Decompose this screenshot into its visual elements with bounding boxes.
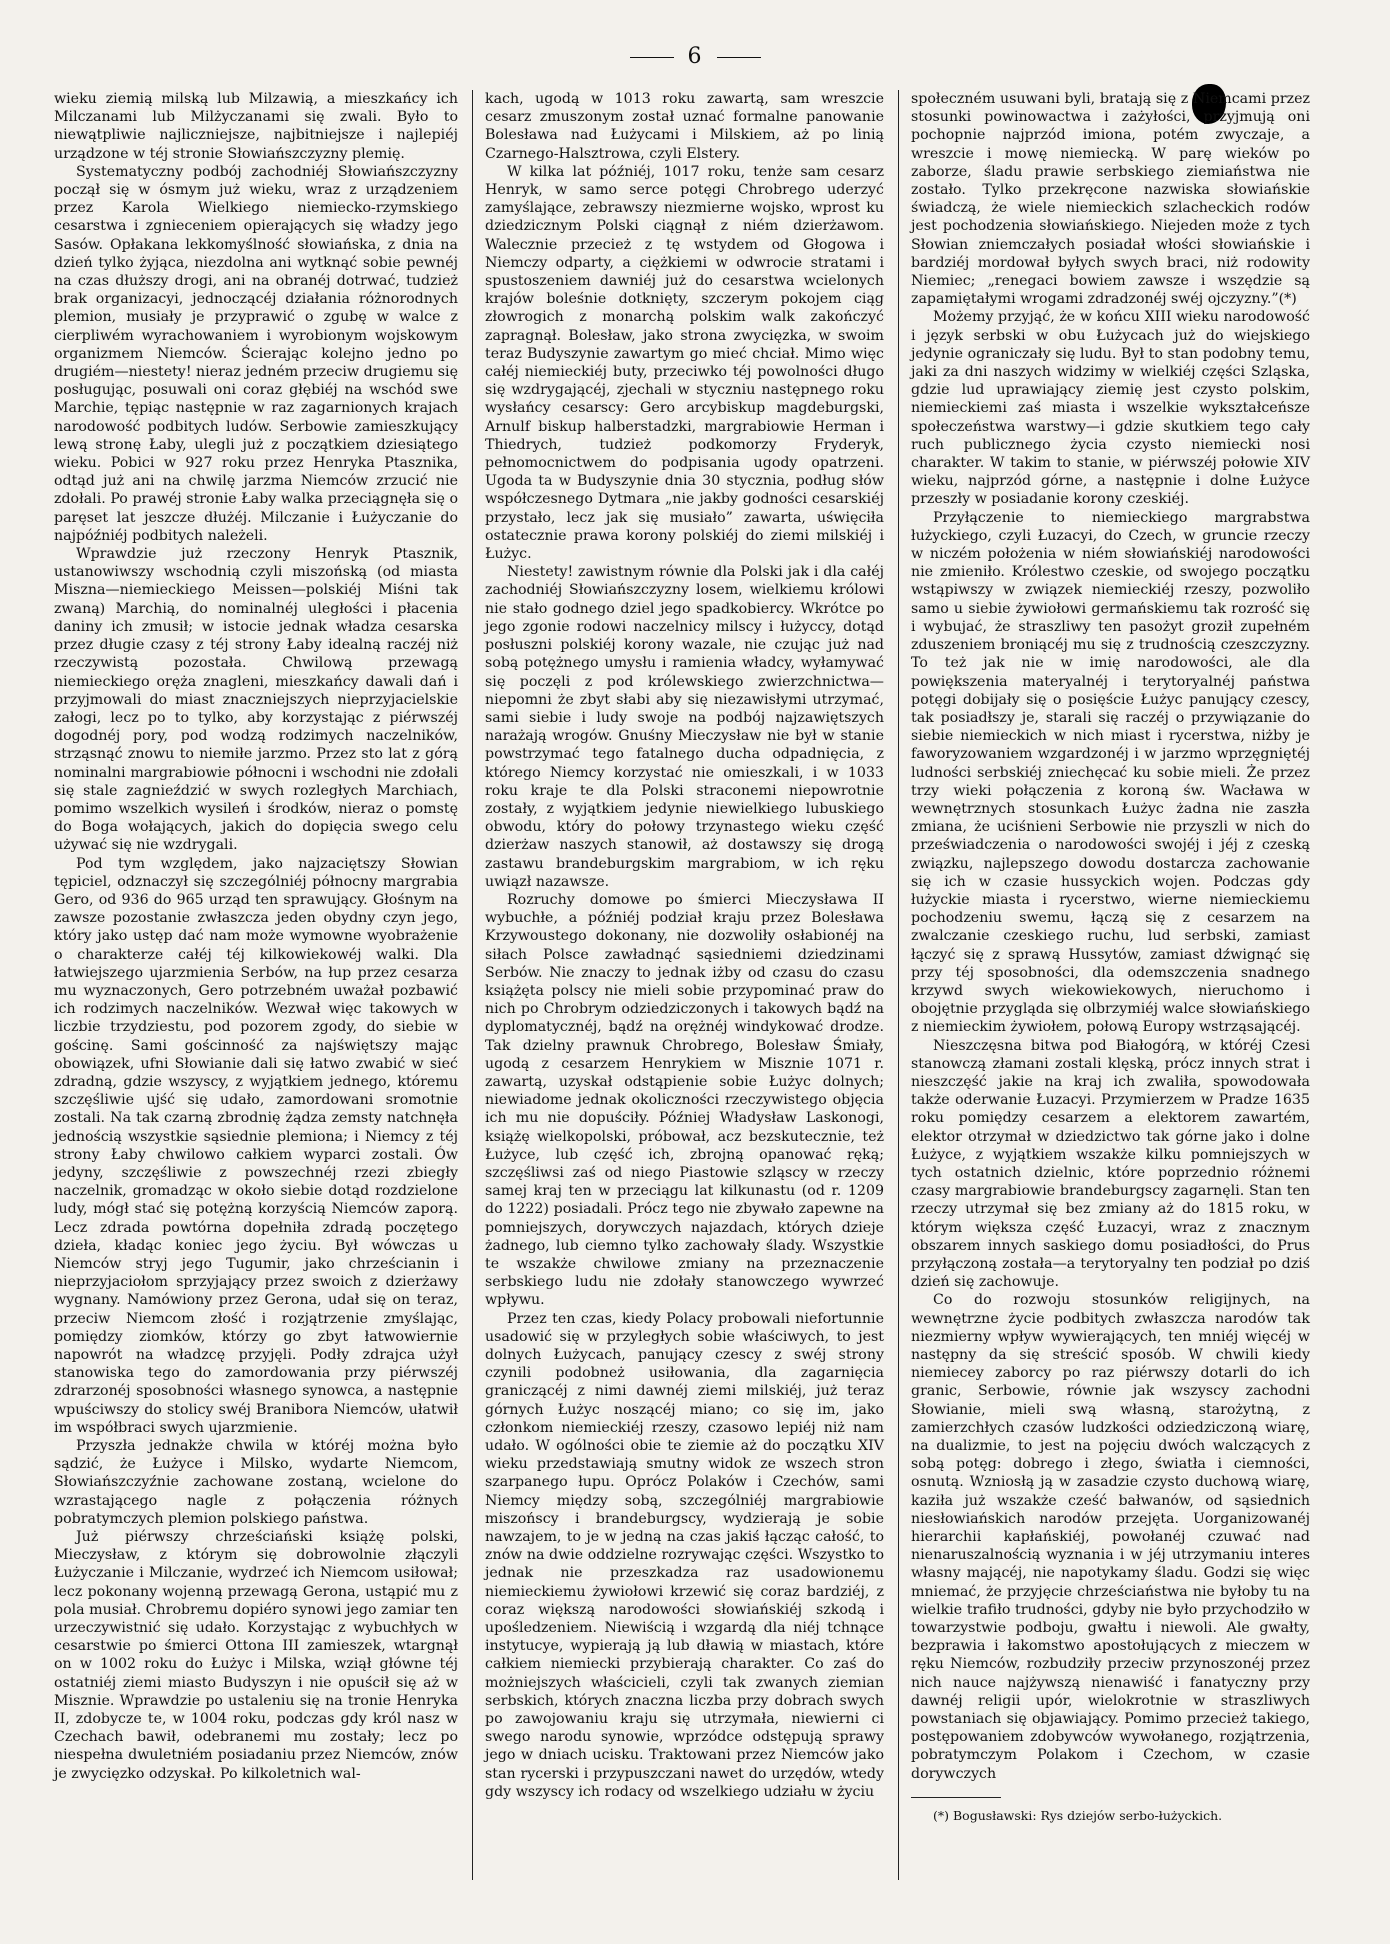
- paragraph: Możemy przyjąć, że w końcu XIII wieku narodowość i język serbski w obu Łużycach już do wiejskiego jedynie ograniczały się ludu. Był to stan podobny temu, jaki za dni naszych widzimy w wielkiéj części Szląska, gdzie lud uprawiający ziemię jest czysto polskim, niemieckiemi zaś miasta i wszelkie wykształceńsze społeczeństwa warstwy—i gdzie skutkiem tego cały ruch publicznego życia czysto niemiecki nosi charakter. W takim to stanie, w piérwszéj połowie XIV wieku, najprzód górne, a następnie i dolne Łużyce przeszły w posiadanie korony czeskiéj.: [911, 309, 1310, 508]
- paragraph: Wprawdzie już rzeczony Henryk Ptasznik, ustanowiwszy wschodnią czyli miszońską (od miasta Miszna—niemieckiego Meissen—polskiéj Miśni tak zwaną) Marchią, do nominalnéj uległości i płacenia daniny ich zmusił; w istocie jednak władza cesarska przez długie czasy z téj strony Łaby idealną raczéj niż rzeczywistą pozostała. Chwilową przewagą niemieckiego oręża znagleni, mieszkańcy dawali dań i przyjmowali do miast znaczniejszych nieprzyjacielskie załogi, lecz po to tylko, aby korzystając z piérwszéj dogodnéj pory, pod wodzą rodzimych naczelników, strząsnąć znowu to niemiłe jarzmo. Przez sto lat z górą nominalni margrabiowie północni i wschodni nie zdołali się stale zagnieździć w swych rozległych Marchiach, pomimo wszelkich wysileń i środków, nieraz o pomstę do Boga wołających, jakich do dopięcia swego celu używać się nie wzdrygali.: [54, 546, 458, 854]
- paragraph: kach, ugodą w 1013 roku zawartą, sam wreszcie cesarz zmuszonym został uznać formalne panowanie Bolesława nad Łużycami i Milskiem, aż po linią Czarnego-Halsztrowa, czyli Elstery.: [485, 91, 884, 162]
- page-number-dash-right: [717, 57, 761, 58]
- paragraph: społeczném usuwani byli, bratają się z Niemcami przez stosunki powinowactwa i zażyłości, przyjmują oni pochopnie najprzód imiona, potém zwyczaje, a wreszcie i mowę niemiecką. W parę wieków po zaborze, śladu prawie serbskiego ziemiaństwa nie zostało. Tylko przekręcone nazwiska słowiańskie świadczą, że wiele niemieckich szlacheckich rodów jest pochodzenia słowiańskiego. Niejeden może z tych Słowian zniemczałych posiadał włości słowiańskie i bardziéj mordował byłych swych braci, niż rodowity Niemiec; „renegaci bowiem zawsze i wszędzie są zapamiętałymi wrogami zdradzonéj swéj ojczyzny.”(*): [911, 91, 1310, 308]
- paragraph: Już piérwszy chrześciański książę polski, Mieczysław, z którym się dobrowolnie złączyli Łużyczanie i Milczanie, wydrzeć ich Niemcom usiłował; lecz pokonany wojenną przewagą Gerona, ustąpić mu z pola musiał. Chrobremu dopiéro synowi jego zamiar ten urzeczywistnić się udało. Korzystając z wybuchłych w cesarstwie po śmierci Ottona III zamieszek, wtargnął on w 1002 roku do Łużyc i Milska, wziął główne téj ostatniéj ziemi miasto Budyszyn i nie opuścił się aż w Misznie. Wprawdzie po ustaleniu się na tronie Henryka II, zdobycze te, w 1004 roku, podczas gdy król nasz w Czechach bawił, odebranemi mu zostały; lecz po niespełna dwuletniém posiadaniu przez Niemców, znów je zwycięzko odzyskał. Po kilkoletnich wal-: [54, 1529, 458, 1782]
- paragraph: Nieszczęsna bitwa pod Białogórą, w któréj Czesi stanowczą złamani zostali klęską, prócz innych strat i nieszczęść jakie na kraj ich zwaliła, spowodowała także oderwanie Łuzacyi. Przymierzem w Pradze 1635 roku pomiędzy cesarzem a elektorem zawartém, elektor otrzymał w dziedzictwo tak górne jako i dolne Łużyce, z wyjątkiem wszakże kilku pomniejszych w tych ostatnich dzielnic, które poprzednio różnemi czasy margrabiowie brandeburgscy zagarnęli. Stan ten rzeczy utrzymał się bez zmiany aż do 1815 roku, w którym większa część Łuzacyi, wraz z znacznym obszarem innych saskiego domu posiadłości, do Prus przyłączoną została—a terytoryalny ten podział po dziś dzień się zachowuje.: [911, 1037, 1310, 1291]
- paragraph: Niestety! zawistnym równie dla Polski jak i dla całéj zachodniéj Słowiańszczyzny losem, wielkiemu królowi nie stało godnego dziel jego spadkobiercy. Wkrótce po jego zgonie rodowi naczelnicy milscy i łużyccy, dotąd posłuszni polskiéj korony wazale, nie czując już nad sobą potężnego umysłu i ramienia władcy, wyłamywać się poczęli z pod królewskiego zwierzchnictwa—niepomni że zbyt słabi aby się niezawisłymi utrzymać, sami siebie i ludy swoje na podbój najzawiętszych narażają wrogów. Gnuśny Mieczysław nie był w stanie powstrzymać tego fatalnego ducha odpadnięcia, z którego Niemcy korzystać nie omieszkali, i w 1033 roku kraje te dla Polski straconemi niepowrotnie zostały, z wyjątkiem jedynie niewielkiego lubuskiego obwodu, który do połowy trzynastego wieku część dzierżaw naszych stanowił, aż dostawszy się drogą zastawu brandeburgskim margrabiom, w ich ręku uwiązł nazawsze.: [485, 564, 884, 890]
- paragraph: Przez ten czas, kiedy Polacy probowali niefortunnie usadowić się w przyległych sobie właściwych, to jest dolnych Łużycach, panujący czescy z swéj strony czynili podobneż usiłowania, dla zagarnięcia graniczącéj z nimi dawnéj ziemi milskiéj, już teraz górnych Łużyc noszącéj miano; co się im, jako członkom niemieckiéj rzeszy, czasowo lepiéj niż nam udało. W ogólności obie te ziemie aż do początku XIV wieku przedstawiają smutny widok ze wszech stron szarpanego łupu. Oprócz Polaków i Czechów, sami Niemcy między sobą, szczególniéj margrabiowie miszońscy i brandeburgscy, wydzierają je sobie nawzajem, to je w jedną na czas jakiś łącząc całość, to znów na dwie oddzielne rozrywając części. Wszystko to jednak nie przeszkadza raz usadowionemu niemieckiemu żywiołowi krzewić się coraz bardziéj, z coraz większą narodowości słowiańskiéj szkodą i upośledzeniem. Niewiścią i wzgardą dla niéj tchnące instytucye, wypierają ją lub dławią w miastach, które całkiem niemiecki przybierają charakter. Co zaś do możniejszych właścicieli, czyli tak zwanych ziemian serbskich, których znaczna liczba przy dobrach swych po zawojowaniu kraju się utrzymała, niewierni ci swego narodu synowie, wprzódce odstępują sprawy jego w dniach ucisku. Traktowani przez Niemców jako stan rycerski i przypuszczani nawet do urzędów, wtedy gdy wszyscy ich rodacy od wszelkiego udziału w życiu: [485, 1310, 884, 1800]
- paragraph: Systematyczny podbój zachodniéj Słowiańszczyzny począł się w ósmym już wieku, wraz z urządzeniem przez Karola Wielkiego niemiecko-rzymskiego cesarstwa i zgnieceniem opierających się władzy jego Sasów. Opłakana lekkomyślność słowiańska, z dnia na dzień tylko żyjąca, niezdolna ani wytknąć sobie pewnéj na czas dłuższy drogi, ani na obranéj dotrwać, tudzież brak organizacyi, jednoczącéj działania różnorodnych plemion, musiały je przyprawić o zgubę w walce z cierpliwém wyrachowaniem i wyrobionym wojskowym organizmem Niemców. Ścierając kolejno jedno po drugiém—niestety! nieraz jedném przeciw drugiemu się posługując, posuwali oni coraz głębiéj na wschód swe Marchie, tępiąc następnie w raz zagarnionych krajach narodowość podbitych ludów. Serbowie zamieszkujący lewą stronę Łaby, ulegli już z początkiem dziesiątego wieku. Pobici w 927 roku przez Henryka Ptasznika, odtąd już ani na chwilę jarzma Niemców zrzucić nie zdołali. Po prawéj stronie Łaby walka przeciągnęła się o paręset lat jeszcze dłużéj. Milczanie i Łużyczanie do najpóźniéj podbitych należeli.: [54, 163, 458, 544]
- text-columns: [46, 90, 1344, 1880]
- column-1: [46, 90, 466, 1880]
- column-2: [472, 90, 892, 1880]
- footnote: (*) Bogusławski: Rys dziejów serbo-łużyckich.: [933, 1807, 1223, 1823]
- footnote-rule: [911, 1797, 1001, 1798]
- paragraph: wieku ziemią milską lub Milzawią, a mieszkańcy ich Milczanami lub Milżyczanami się zwali. Było to niewątpliwie najliczniejsze, najbitniejsze i najlepiéj urządzone w téj stronie Słowiańszczyzny plemię.: [54, 91, 458, 162]
- paragraph: Przyszła jednakże chwila w któréj można było sądzić, że Łużyce i Milsko, wydarte Niemcom, Słowiańszczyźnie zachowane zostaną, wcielone do wzrastającego nagle z połączenia różnych pobratymczych plemion polskiego państwa.: [54, 1438, 458, 1527]
- paragraph: Przyłączenie to niemieckiego margrabstwa łużyckiego, czyli Łuzacyi, do Czech, w gruncie rzeczy w niczém położenia w niém słowiańskiéj narodowości nie zmieniło. Królestwo czeskie, od swojego początku wstąpiwszy w związek niemieckiéj rzeszy, pozwoliło samo u siebie żywiołowi germańskiemu tak rozrość się i wybujać, że straszliwy ten pasożyt groził zupełném zduszeniem broniącéj mu się z trudnością czeszczyzny. To też jak nie w imię narodowości, ale dla powiększenia materyalnéj i terytoryalnéj państwa potęgi dobijały się o posięście Łużyc panujący czescy, tak posiadłszy je, starali się raczéj o przywiązanie do siebie niemieckich w nich miast i rycerstwa, niżby je faworyzowaniem wzgardzonéj i w jarzmo wprzęgniętéj ludności serbskiéj zniechęcać ku sobie mieli. Że przez trzy wieki połączenia z koroną św. Wacława w wewnętrznych stosunkach Łużyc żadna nie zaszła zmiana, że uciśnieni Serbowie nie przyszli w nich do przeświadczenia o narodowości swojéj i jéj z czeską związku, najlepszego dowodu dostarcza zachowanie się ich w czasie hussyckich wojen. Podczas gdy łużyckie miasta i rycerstwo, wierne niemieckiemu pochodzeniu swemu, łączą się z cesarzem na zwalczanie czeskiego ruchu, lud serbski, zamiast łączyć się z sprawą Hussytów, zamiast dźwignąć się przy téj sposobności, dla odemszczenia snadnego krzywd swych wiekowiekowych, nieruchomo i obojętnie przygląda się olbrzymiéj walce słowiańskiego z niemieckim żywiołem, połową Europy wstrząsającéj.: [911, 509, 1310, 1036]
- page-number-dash-left: [630, 57, 674, 58]
- paragraph: Pod tym względem, jako najzaciętszy Słowian tępiciel, odznaczył się szczególniéj północny margrabia Gero, od 936 do 965 urząd ten sprawujący. Głośnym na zawsze pozostanie zwłaszcza jeden obydny czyn jego, który jako ustęp dać nam może wymowne wyobrażenie o charakterze całéj téj kilkowiekowéj walki. Dla łatwiejszego ujarzmienia Serbów, na łup przez cesarza mu wyznaczonych, Gero potrzebném uważał pozbawić ich rodzimych naczelników. Wezwał więc takowych w liczbie trzydziestu, pod pozorem zgody, do siebie w gościnę. Sami gościnność za najświętszy mając obowiązek, ufni Słowianie dali się łatwo zwabić w sieć zdradną, gdzie wszyscy, z wyjątkiem jednego, któremu szczęśliwie ujść się udało, zamordowani sromotnie zostali. Na tak czarną zbrodnię żądza zemsty natchnęła jednością wszystkie sąsiednie plemiona; i Niemcy z téj strony Łaby chwilowo całkiem wyparci zostali. Ów jedyny, szczęśliwie z powszechnéj rzezi zbiegły naczelnik, gromadząc w około siebie dotąd rozdzielone ludy, mógł stać się potężną korzyścią Niemców zaporą. Lecz zdrada powtórna dopełniła zdradą poczętego dzieła, kładąc koniec jego życiu. Był wówczas u Niemców stryj jego Tugumir, jako chrześcianin i nieprzyjaciołom sprzyjający przez swoich z dzierżawy wygnany. Namówiony przez Gerona, udał się on teraz, przeciw Niemcom złość i rozjątrzenie zmyślając, pomiędzy ziomków, którzy go zbyt łatwowiernie napowrót na władzcę przyjęli. Podły zdrajca użył stanowiska tego do zamordowania przy piérwszéj zdrarzonéj sposobności własnego synowca, a następnie wpuściwszy do stolicy swéj Branibora Niemców, ułatwił im współbraci swych ujarzmienie.: [54, 855, 458, 1436]
- page-number: [0, 44, 1390, 69]
- paragraph: Co do rozwoju stosunków religijnych, na wewnętrzne życie podbitych zwłaszcza narodów tak niezmierny wpływ wywierających, ten mniéj więcéj w następny da się streścić sposób. W chwili kiedy niemiecey zaborcy po raz piérwszy dotarli do ich granic, Serbowie, równie jak wszyscy zachodni Słowianie, mieli swą własną, starożytną, z zamierzchłych czasów ludzkości odziedziczoną wiarę, na dualizmie, to jest na pojęciu dwóch walczących z sobą potęg: dobrego i złego, światła i ciemności, osnutą. Wzniosłą ją w zasadzie czysto duchową wiarę, kaziła już wszakże cześć bałwanów, od sąsiednich niesłowiańskich narodów przejęta. Uorganizowanéj hierarchii kapłańskiéj, powołanéj czuwać nad nienaruszalnością wyznania i w jéj utrzymaniu interes własny mającéj, nie napotykamy śladu. Godzi się więc mniemać, że przyjęcie chrześciaństwa nie byłoby tu na wielkie trafiło trudności, gdyby nie było przychodziło w towarzystwie podboju, gwałtu i niewoli. Ale gwałty, bezprawia i łakomstwo apostołujących z mieczem w ręku Niemców, rozbudziły przeciw przynoszonéj przez nich nauce najżywszą nienawiść i fanatyczny przy dawnéj religii upór, wielokrotnie w straszliwych powstaniach się objawiający. Pomimo przecież takiego, postępowaniem zdobywców wywołanego, rozjątrzenia, pobratymczym Polakom i Czechom, w czasie dorywczych: [911, 1292, 1310, 1782]
- paragraph: Rozruchy domowe po śmierci Mieczysława II wybuchłe, a późniéj podział kraju przez Bolesława Krzywoustego dokonany, nie dozwoliły osłabionéj na siłach Polsce zawładnąć sąsiedniemi dziedzinami Serbów. Nie znaczy to jednak iżby od czasu do czasu książęta polscy nie mieli sobie przypominać praw do nich po Chrobrym odziedziczonych i takowych bądź na dyplomatycznéj, bądź na orężnéj windykować drodze. Tak dzielny prawnuk Chrobrego, Bolesław Śmiały, ugodą z cesarzem Henrykiem w Misznie 1071 r. zawartą, uzyskał odstąpienie sobie Łużyc dolnych; niewiadome jednak okoliczności rzeczywistego objęcia ich mu nie dopuściły. Później Władysław Laskonogi, książę wielkopolski, próbował, acz bezskutecznie, też Łużyce, lub część ich, zbrojną opanować ręką; szczęśliwsi zaś od niego Piastowie szląscy w rzeczy samej kraj ten w przeciągu lat kilkunastu (od r. 1209 do 1222) posiadali. Prócz tego nie zbywało zapewne na pomniejszych, dorywczych najazdach, których dzieje żadnego, lub ciemno tylko zachowały ślady. Wszystkie te wszakże chwilowe zmiany na przeznaczenie serbskiego ludu nie zdołały stanowczego wywrzeć wpływu.: [485, 891, 884, 1309]
- column-3: [898, 90, 1318, 1880]
- page-number-text: 6: [687, 44, 703, 69]
- paragraph: W kilka lat późniéj, 1017 roku, tenże sam cesarz Henryk, w samo serce potęgi Chrobrego uderzyć zamyślające, zebrawszy niezmierne wojsko, wprost ku dziedzicznym Polski ciągnął z niém dzierżawom. Walecznie przecież z tę wstydem od Głogowa i Niemczy odparty, a ciężkiemi w odwrocie stratami i spustoszeniem dawniéj już do cesarstwa wcielonych krajów boleśnie dotknięty, szczerym pokojem ciąg złowrogich z monarchą polskim walk zakończyć zapragnął. Bolesław, jako strona zwycięzka, w swoim teraz Budyszynie zawartym go mieć chciał. Mimo więc całéj niemieckiéj buty, przeciwko téj powolności długo się wzdrygającéj, zjechali w styczniu następnego roku wysłańcy cesarscy: Gero arcybiskup magdeburgski, Arnulf biskup halberstadzki, margrabiowie Herman i Thiedrych, tudzież podkomorzy Fryderyk, pełnomocnictwem do podpisania ugody opatrzeni. Ugoda ta w Budyszynie dnia 30 stycznia, podług słów współczesnego Dytmara „nie jakby godności cesarskiéj przystało, lecz jak się musiało” zawarta, uświęciła ostatecznie prawa korony polskiéj do ziemi milskiéj i Łużyc.: [485, 163, 884, 563]
